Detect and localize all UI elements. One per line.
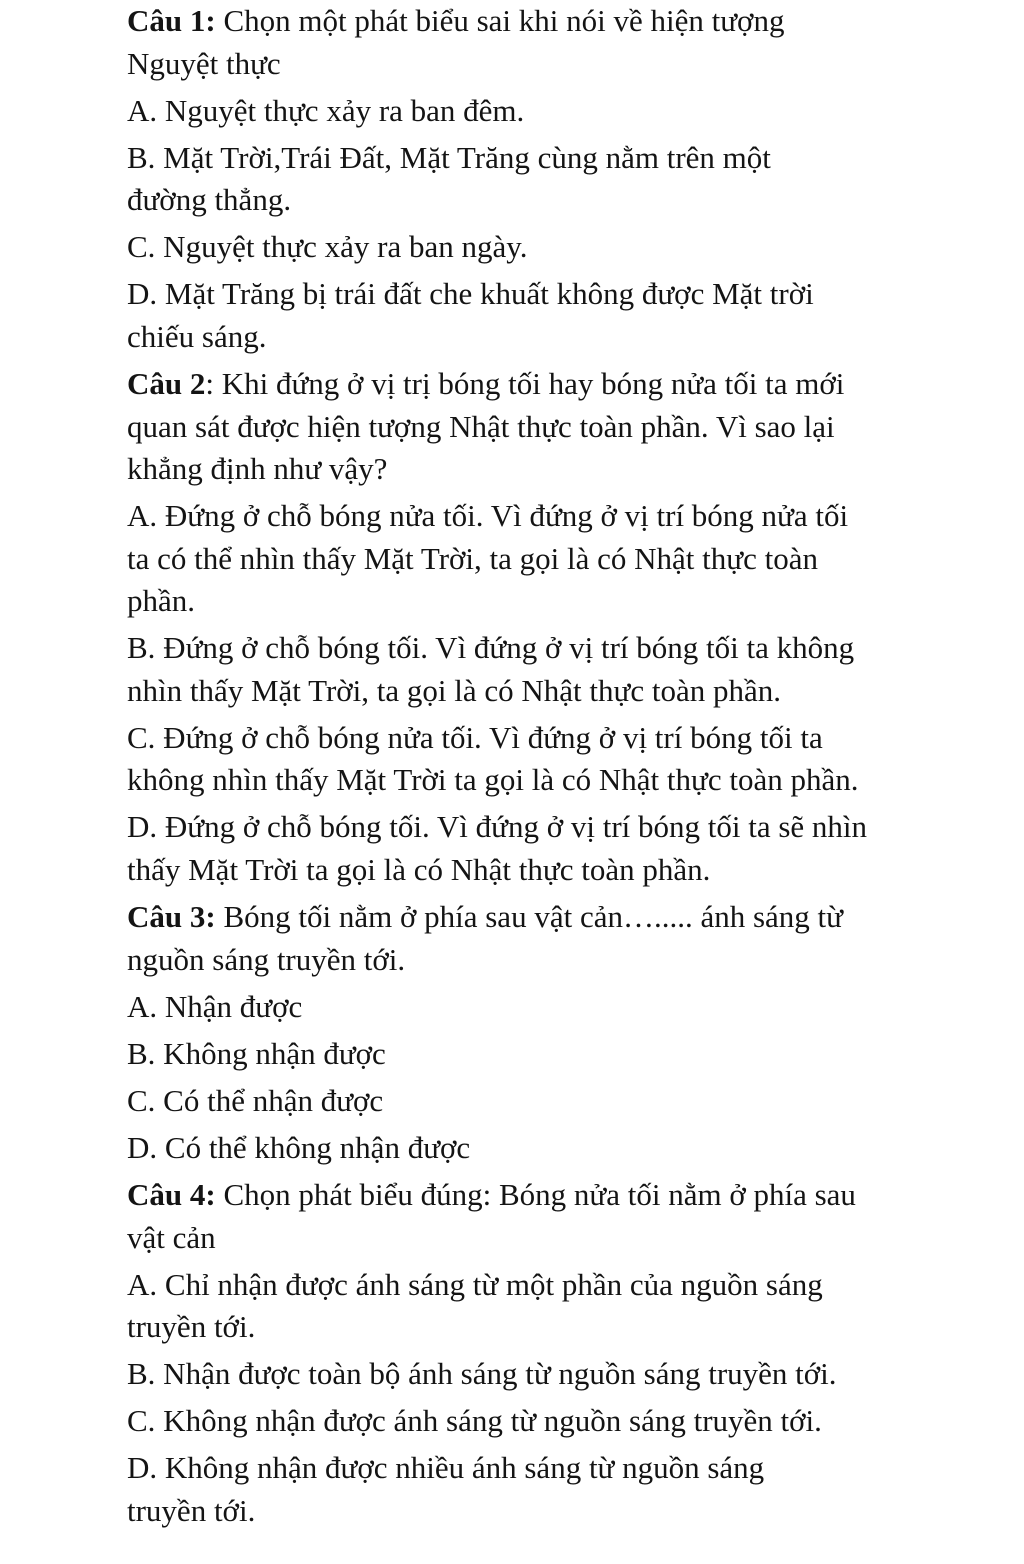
- question-2-text: : Khi đứng ở vị trị bóng tối hay bóng nửa tối ta mới quan sát được hiện tượng Nhật thực toàn phần. Vì sao lại khẳng định như vậy?: [127, 366, 845, 486]
- question-2-option-c: C. Đứng ở chỗ bóng nửa tối. Vì đứng ở vị trí bóng tối ta không nhìn thấy Mặt Trời ta gọi là có Nhật thực toàn phần.: [127, 719, 859, 797]
- question-3-option-c: C. Có thể nhận được: [127, 1082, 384, 1118]
- question-1: [127, 0, 847, 85]
- question-2-option-a: A. Đứng ở chỗ bóng nửa tối. Vì đứng ở vị trí bóng nửa tối ta có thể nhìn thấy Mặt Trời, ta gọi là có Nhật thực toàn phần.: [127, 498, 849, 618]
- question-3-option-a: A. Nhận được: [127, 988, 303, 1024]
- question-2-option-b: B. Đứng ở chỗ bóng tối. Vì đứng ở vị trí bóng tối ta không nhìn thấy Mặt Trời, ta gọi là có Nhật thực toàn phần.: [127, 630, 855, 708]
- question-3-option-b: B. Không nhận được: [127, 1035, 386, 1071]
- question-4: [127, 1174, 867, 1259]
- question-3-label: Câu 3:: [127, 899, 216, 934]
- question-4-label: Câu 4:: [127, 1177, 216, 1212]
- question-4-text: Chọn phát biểu đúng: Bóng nửa tối nằm ở phía sau vật cản: [127, 1177, 856, 1255]
- question-4-option-a: A. Chỉ nhận được ánh sáng từ một phần của nguồn sáng truyền tới.: [127, 1266, 823, 1344]
- question-2-label: Câu 2: [127, 366, 206, 401]
- question-4-option-b: B. Nhận được toàn bộ ánh sáng từ nguồn sáng truyền tới.: [127, 1356, 837, 1391]
- question-1-label: Câu 1:: [127, 3, 216, 38]
- question-2: [127, 363, 877, 491]
- question-1-option-c: C. Nguyệt thực xảy ra ban ngày.: [127, 229, 528, 264]
- question-1-text: Chọn một phát biểu sai khi nói về hiện tượng Nguyệt thực: [127, 3, 785, 81]
- question-4-option-d: D. Không nhận được nhiều ánh sáng từ nguồn sáng truyền tới.: [127, 1450, 765, 1528]
- question-1-option-a: A. Nguyệt thực xảy ra ban đêm.: [127, 92, 525, 128]
- quiz-document: [127, 0, 1007, 1564]
- question-3-text: Bóng tối nằm ở phía sau vật cản…..... ánh sáng từ nguồn sáng truyền tới.: [127, 899, 843, 977]
- question-1-option-b: B. Mặt Trời,Trái Đất, Mặt Trăng cùng nằm trên một đường thẳng.: [127, 139, 771, 217]
- question-4-option-c: C. Không nhận được ánh sáng từ nguồn sáng truyền tới.: [127, 1403, 822, 1438]
- question-1-option-d: D. Mặt Trăng bị trái đất che khuất không được Mặt trời chiếu sáng.: [127, 276, 814, 354]
- question-2-option-d: D. Đứng ở chỗ bóng tối. Vì đứng ở vị trí bóng tối ta sẽ nhìn thấy Mặt Trời ta gọi là có Nhật thực toàn phần.: [127, 809, 868, 887]
- question-3-option-d: D. Có thể không nhận được: [127, 1129, 471, 1165]
- question-3: [127, 896, 897, 981]
